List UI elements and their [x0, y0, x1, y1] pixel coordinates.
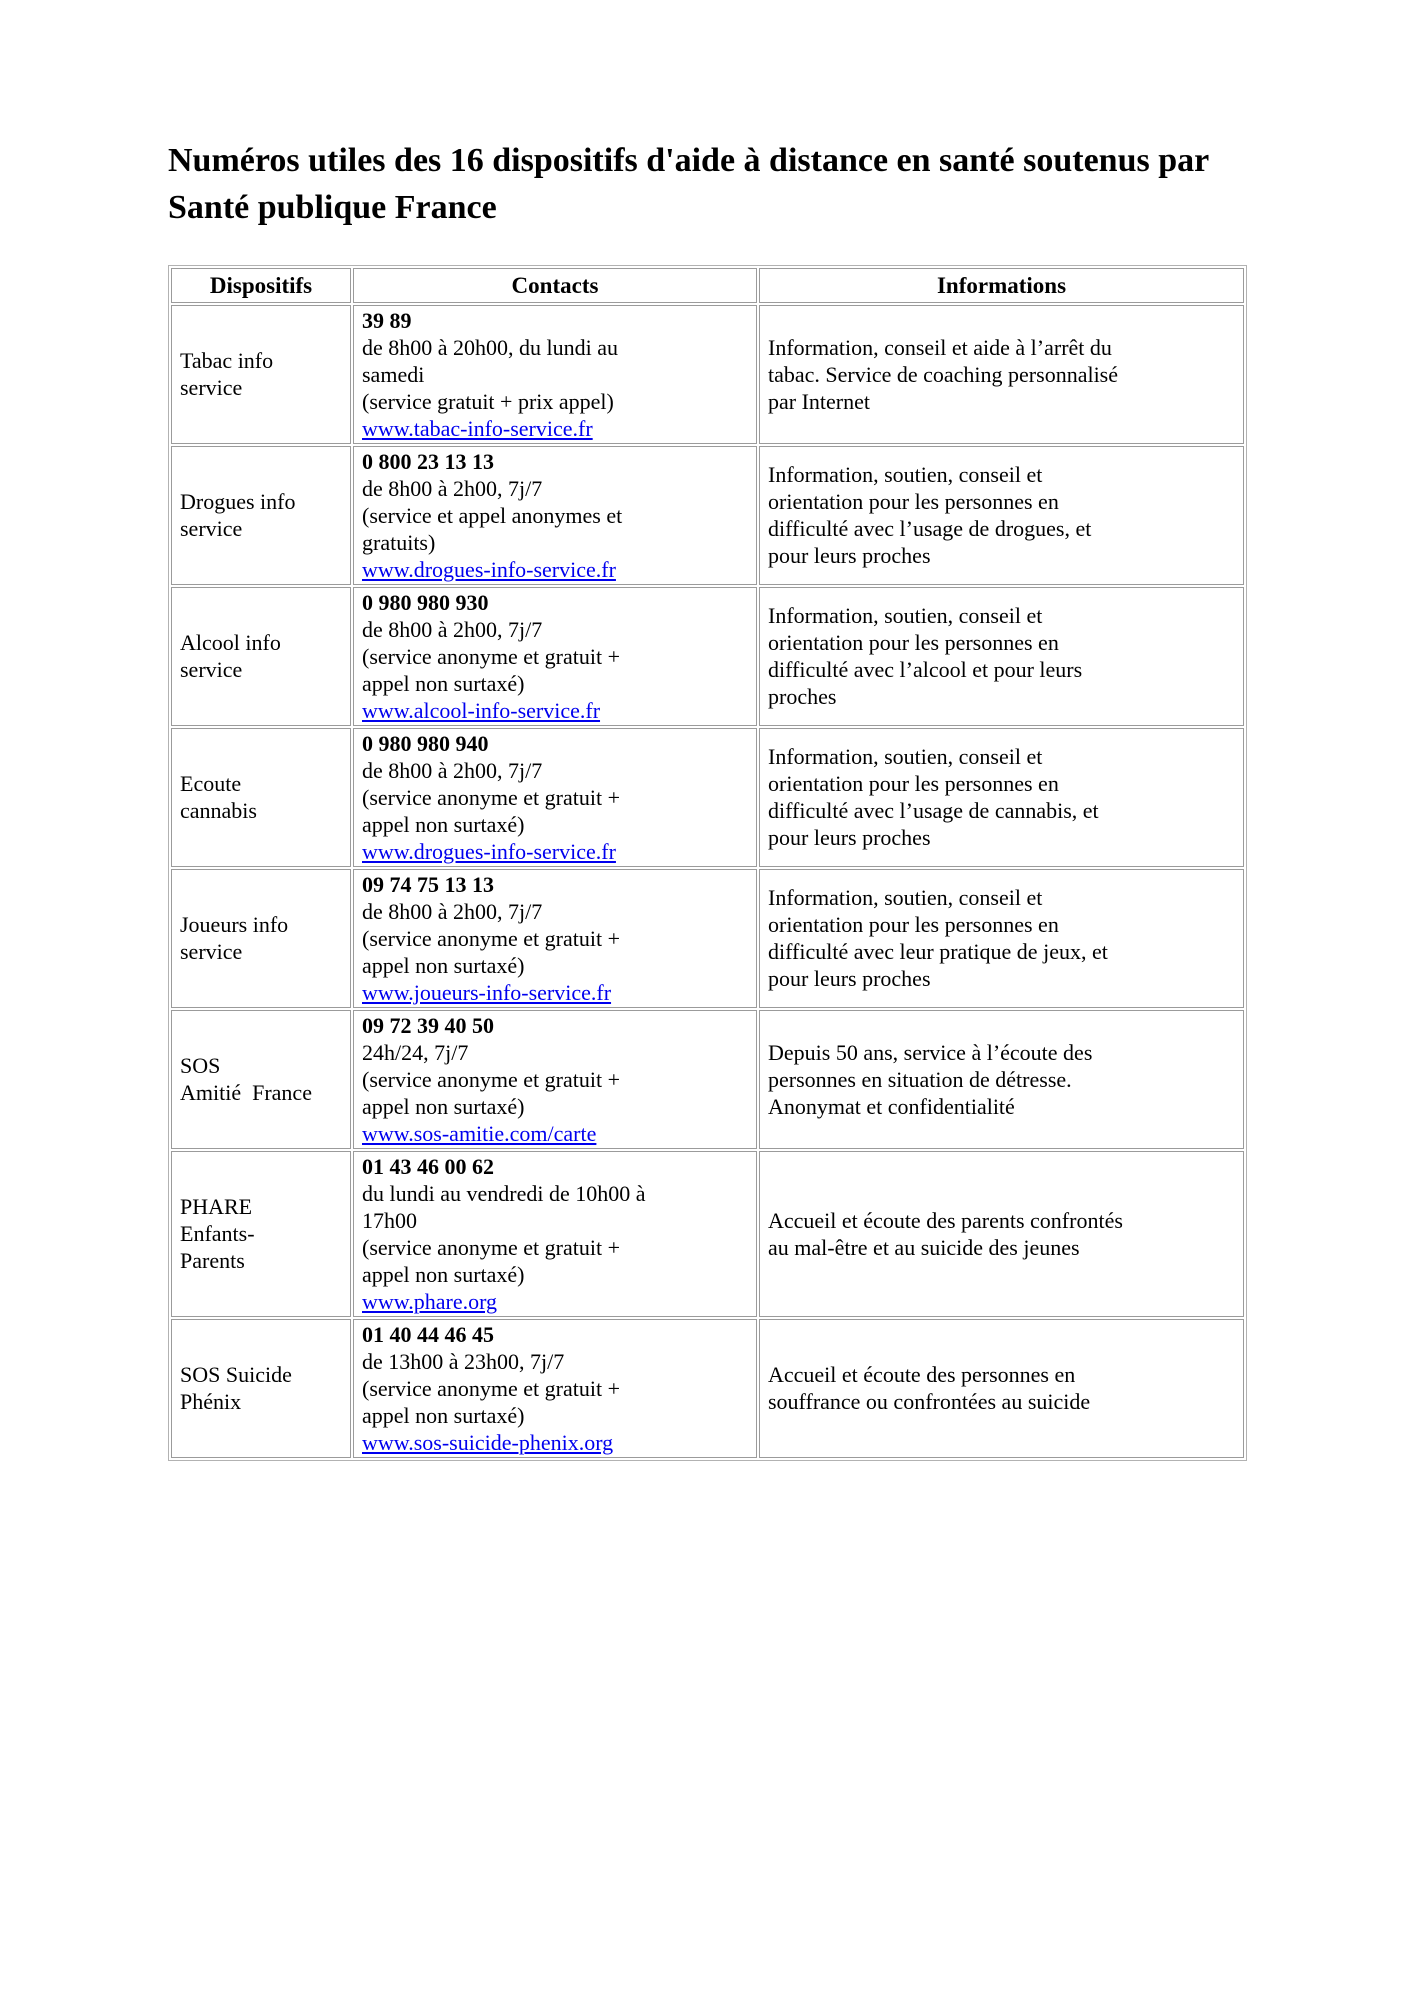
table-row: [171, 869, 1244, 1008]
dispositif-name: SOS Amitié France: [180, 1053, 312, 1106]
contacts-cell: [353, 587, 757, 726]
phone-number: 01 43 46 00 62: [362, 1153, 494, 1179]
informations-cell: [759, 1319, 1244, 1458]
dispositif-cell: [171, 1319, 351, 1458]
dispositif-cell: [171, 1151, 351, 1317]
opening-hours: de 8h00 à 20h00, du lundi au samedi: [362, 334, 619, 387]
table-row: [171, 1151, 1244, 1317]
info-text: Information, soutien, conseil et orientation pour les personnes en difficulté avec l’usage de drogues, et pour leurs proches: [768, 462, 1092, 569]
pricing-note: (service anonyme et gratuit + appel non surtaxé): [362, 1066, 620, 1119]
dispositif-cell: [171, 1010, 351, 1149]
informations-cell: [759, 305, 1244, 444]
website-link[interactable]: www.tabac-info-service.fr: [362, 415, 593, 441]
header-row: [171, 268, 1244, 303]
website-link[interactable]: www.alcool-info-service.fr: [362, 697, 601, 723]
opening-hours: de 8h00 à 2h00, 7j/7: [362, 757, 543, 783]
opening-hours: 24h/24, 7j/7: [362, 1039, 469, 1065]
website-link[interactable]: www.sos-amitie.com/carte: [362, 1120, 597, 1146]
dispositif-cell: [171, 587, 351, 726]
column-header-dispositifs: Dispositifs: [171, 268, 351, 303]
contacts-cell: [353, 446, 757, 585]
helplines-table: [168, 265, 1247, 1461]
pricing-note: (service anonyme et gratuit + appel non surtaxé): [362, 925, 620, 978]
info-text: Information, soutien, conseil et orientation pour les personnes en difficulté avec leur pratique de jeux, et pour leurs proches: [768, 885, 1108, 992]
phone-number: 0 800 23 13 13: [362, 448, 494, 474]
phone-number: 01 40 44 46 45: [362, 1321, 494, 1347]
dispositif-name: Alcool info service: [180, 630, 281, 683]
phone-number: 0 980 980 930: [362, 589, 489, 615]
contacts-cell: [353, 1319, 757, 1458]
pricing-note: (service anonyme et gratuit + appel non surtaxé): [362, 1375, 620, 1428]
info-text: Accueil et écoute des parents confrontés au mal-être et au suicide des jeunes: [768, 1207, 1123, 1260]
contacts-cell: [353, 869, 757, 1008]
info-text: Information, soutien, conseil et orientation pour les personnes en difficulté avec l’alcool et pour leurs proches: [768, 603, 1083, 710]
phone-number: 0 980 980 940: [362, 730, 489, 756]
informations-cell: [759, 1010, 1244, 1149]
pricing-note: (service gratuit + prix appel): [362, 388, 614, 414]
column-header-informations: Informations: [759, 268, 1244, 303]
pricing-note: (service et appel anonymes et gratuits): [362, 502, 623, 555]
dispositif-cell: [171, 446, 351, 585]
table-row: [171, 1319, 1244, 1458]
column-header-contacts: Contacts: [353, 268, 757, 303]
informations-cell: [759, 587, 1244, 726]
website-link[interactable]: www.joueurs-info-service.fr: [362, 979, 612, 1005]
contacts-cell: [353, 728, 757, 867]
informations-cell: [759, 446, 1244, 585]
table-row: [171, 305, 1244, 444]
info-text: Information, conseil et aide à l’arrêt du tabac. Service de coaching personnalisé par Internet: [768, 334, 1119, 414]
contacts-cell: [353, 1010, 757, 1149]
informations-cell: [759, 728, 1244, 867]
pricing-note: (service anonyme et gratuit + appel non surtaxé): [362, 643, 620, 696]
table-row: [171, 1010, 1244, 1149]
website-link[interactable]: www.drogues-info-service.fr: [362, 556, 616, 582]
opening-hours: de 8h00 à 2h00, 7j/7: [362, 898, 543, 924]
opening-hours: du lundi au vendredi de 10h00 à 17h00: [362, 1180, 646, 1233]
contacts-cell: [353, 305, 757, 444]
table-row: [171, 446, 1244, 585]
phone-number: 09 72 39 40 50: [362, 1012, 494, 1038]
dispositif-cell: [171, 305, 351, 444]
dispositif-name: Tabac info service: [180, 348, 274, 401]
info-text: Accueil et écoute des personnes en souffrance ou confrontées au suicide: [768, 1362, 1091, 1415]
opening-hours: de 13h00 à 23h00, 7j/7: [362, 1348, 565, 1374]
info-text: Depuis 50 ans, service à l’écoute des personnes en situation de détresse. Anonymat et confidentialité: [768, 1039, 1093, 1119]
informations-cell: [759, 1151, 1244, 1317]
opening-hours: de 8h00 à 2h00, 7j/7: [362, 475, 543, 501]
informations-cell: [759, 869, 1244, 1008]
website-link[interactable]: www.phare.org: [362, 1288, 498, 1314]
dispositif-cell: [171, 728, 351, 867]
contacts-cell: [353, 1151, 757, 1317]
dispositif-name: Ecoute cannabis: [180, 771, 257, 824]
pricing-note: (service anonyme et gratuit + appel non surtaxé): [362, 784, 620, 837]
phone-number: 09 74 75 13 13: [362, 871, 494, 897]
pricing-note: (service anonyme et gratuit + appel non surtaxé): [362, 1234, 620, 1287]
dispositif-cell: [171, 869, 351, 1008]
website-link[interactable]: www.drogues-info-service.fr: [362, 838, 616, 864]
table-row: [171, 728, 1244, 867]
website-link[interactable]: www.sos-suicide-phenix.org: [362, 1429, 614, 1455]
phone-number: 39 89: [362, 307, 412, 333]
table-row: [171, 587, 1244, 726]
info-text: Information, soutien, conseil et orientation pour les personnes en difficulté avec l’usage de cannabis, et pour leurs proches: [768, 744, 1099, 851]
opening-hours: de 8h00 à 2h00, 7j/7: [362, 616, 543, 642]
dispositif-name: Joueurs info service: [180, 912, 289, 965]
dispositif-name: SOS Suicide Phénix: [180, 1362, 292, 1415]
dispositif-name: PHARE Enfants- Parents: [180, 1194, 255, 1274]
dispositif-name: Drogues info service: [180, 489, 296, 542]
page-title: Numéros utiles des 16 dispositifs d'aide à distance en santé soutenus par Santé publique France: [168, 142, 1209, 226]
